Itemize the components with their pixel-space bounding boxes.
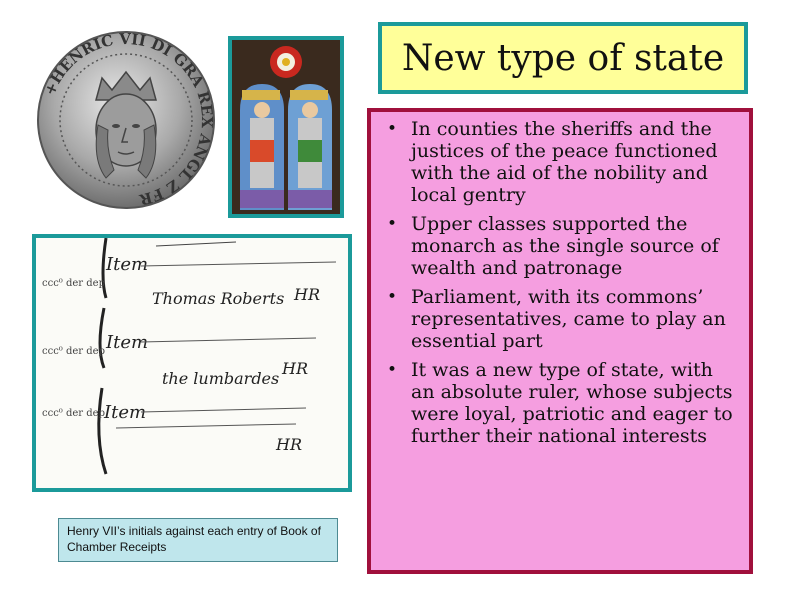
- bullet-dot-icon: •: [387, 214, 398, 234]
- bullet-item: [381, 213, 737, 279]
- bullet-text: Upper classes supported the monarch as the single source of wealth and patronage: [411, 213, 719, 279]
- manuscript-line-1: Item: [106, 254, 149, 275]
- bullet-list: [381, 118, 737, 447]
- slide-title-box: [378, 22, 748, 94]
- manuscript-line-2: Thomas Roberts: [152, 289, 285, 308]
- slide-title: New type of state: [401, 37, 725, 79]
- manuscript-initials-1: HR: [294, 285, 320, 304]
- bullet-item: [381, 359, 737, 447]
- slide-content-box: [367, 108, 753, 574]
- bullet-dot-icon: •: [387, 119, 398, 139]
- manuscript-initials-3: HR: [276, 435, 302, 454]
- bullet-item: [381, 118, 737, 206]
- manuscript-line-3: Item: [106, 332, 149, 353]
- bullet-dot-icon: •: [387, 287, 398, 307]
- bullet-text: It was a new type of state, with an absolute ruler, whose subjects were loyal, patriotic and eager to further their national interests: [411, 359, 733, 447]
- manuscript-line-4: the lumbardes: [162, 369, 280, 388]
- manuscript-line-5: Item: [104, 402, 147, 423]
- svg-text:ccc⁰ der dep: ccc⁰ der dep: [42, 346, 105, 357]
- manuscript-initials-2: HR: [282, 359, 308, 378]
- svg-text:ccc⁰ der dep: ccc⁰ der dep: [42, 408, 105, 419]
- chamber-receipts-manuscript-image: [32, 234, 352, 492]
- bullet-item: [381, 286, 737, 352]
- bullet-text: In counties the sheriffs and the justices of the peace functioned with the aid of the nobility and local gentry: [411, 118, 718, 206]
- bullet-text: Parliament, with its commons’ representatives, came to play an essential part: [411, 286, 726, 352]
- svg-text:ccc⁰ der dep: ccc⁰ der dep: [42, 278, 105, 289]
- stained-glass-window-image: [228, 36, 344, 218]
- henry-vii-coin-image: [36, 30, 216, 210]
- manuscript-caption: [58, 518, 338, 562]
- caption-text: Henry VII’s initials against each entry of Book of Chamber Receipts: [67, 524, 321, 554]
- coin-legend-text: +HENRIC VII DI GRA REX ANGL Z FR: [40, 30, 216, 209]
- bullet-dot-icon: •: [387, 360, 398, 380]
